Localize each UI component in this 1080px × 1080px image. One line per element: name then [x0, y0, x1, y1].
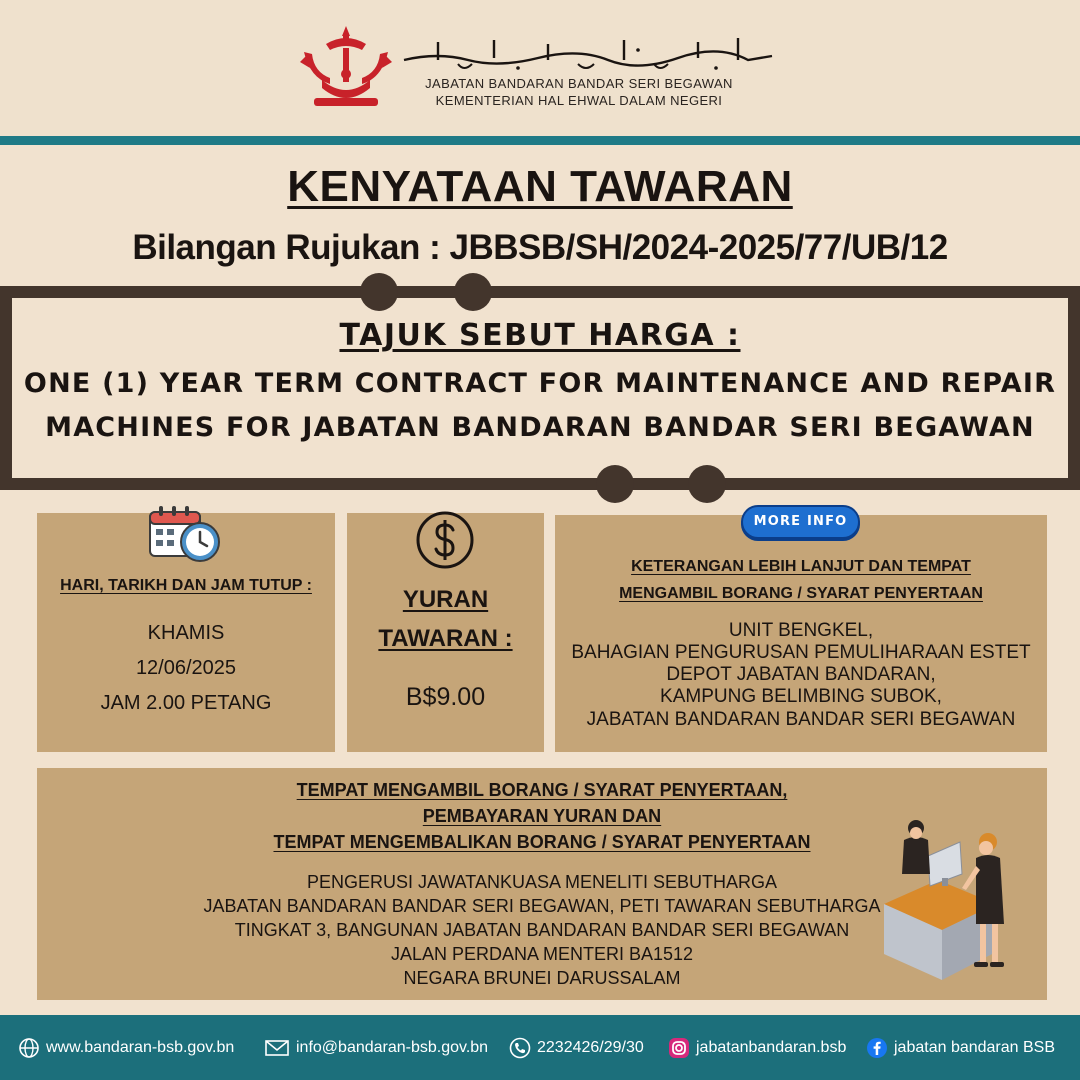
- closing-date: 12/06/2025: [135, 657, 237, 679]
- quotation-heading: TAJUK SEBUT HARGA :: [339, 318, 741, 353]
- fee-heading-line-1: YURAN: [402, 586, 489, 613]
- frame-dot: [688, 465, 726, 503]
- phone-icon: [509, 1037, 531, 1059]
- info-address-line: BAHAGIAN PENGURUSAN PEMULIHARAAN ESTET: [571, 642, 1031, 663]
- fee-heading-line-2: TAWARAN :: [378, 625, 513, 652]
- info-address-line: DEPOT JABATAN BANDARAN,: [666, 664, 936, 685]
- fee-amount: B$9.00: [405, 683, 486, 711]
- org-name-line-1: JABATAN BANDARAN BANDAR SERI BEGAWAN: [425, 76, 733, 91]
- frame-dot: [360, 273, 398, 311]
- reference-number: Bilangan Rujukan : JBBSB/SH/2024-2025/77/UB/12: [132, 228, 948, 267]
- crest-logo: [296, 22, 396, 114]
- info-address-line: KAMPUNG BELIMBING SUBOK,: [660, 686, 942, 707]
- reception-desk-illustration: [876, 812, 1016, 984]
- info-heading-line-2: MENGAMBIL BORANG / SYARAT PENYERTAAN: [619, 585, 983, 602]
- page-title: KENYATAAN TAWARAN: [287, 162, 793, 211]
- website-text: www.bandaran-bsb.gov.bn: [46, 1039, 235, 1056]
- footer-email[interactable]: [264, 1036, 488, 1060]
- submission-address-line: NEGARA BRUNEI DARUSSALAM: [403, 968, 681, 988]
- facebook-text: jabatan bandaran BSB: [894, 1039, 1056, 1056]
- footer-phone[interactable]: [509, 1036, 644, 1060]
- submission-address-line: PENGERUSI JAWATANKUASA MENELITI SEBUTHARGA: [306, 872, 778, 892]
- footer-facebook[interactable]: [866, 1036, 1055, 1060]
- email-text: info@bandaran-bsb.gov.bn: [296, 1039, 489, 1056]
- submission-heading-line: TEMPAT MENGEMBALIKAN BORANG / SYARAT PENYERTAAN: [273, 832, 811, 852]
- quotation-title-line-2: MACHINES FOR JABATAN BANDARAN BANDAR SERI BEGAWAN: [45, 412, 1035, 443]
- submission-address-line: JALAN PERDANA MENTERI BA1512: [390, 944, 694, 964]
- submission-heading-line: PEMBAYARAN YURAN DAN: [422, 806, 662, 826]
- phone-text: 2232426/29/30: [537, 1039, 644, 1056]
- footer-instagram[interactable]: [668, 1036, 846, 1060]
- closing-day: KHAMIS: [147, 622, 225, 644]
- org-name-line-2: KEMENTERIAN HAL EHWAL DALAM NEGERI: [435, 93, 723, 108]
- frame-dot: [454, 273, 492, 311]
- facebook-icon: [866, 1037, 888, 1059]
- submission-address-line: TINGKAT 3, BANGUNAN JABATAN BANDARAN BANDAR SERI BEGAWAN: [234, 920, 850, 940]
- globe-icon: [18, 1037, 40, 1059]
- submission-heading-line: TEMPAT MENGAMBIL BORANG / SYARAT PENYERTAAN,: [296, 780, 788, 800]
- closing-heading: HARI, TARIKH DAN JAM TUTUP :: [60, 577, 312, 594]
- divider-band: [0, 136, 1080, 145]
- info-address-line: UNIT BENGKEL,: [728, 620, 874, 641]
- closing-time: JAM 2.00 PETANG: [100, 692, 272, 714]
- quotation-title-line-1: ONE (1) YEAR TERM CONTRACT FOR MAINTENANCE AND REPAIR: [23, 368, 1057, 399]
- instagram-icon: [668, 1037, 690, 1059]
- info-address-line: JABATAN BANDARAN BANDAR SERI BEGAWAN: [586, 709, 1016, 730]
- more-info-button[interactable]: MORE INFO: [741, 505, 860, 539]
- mail-icon: [264, 1038, 290, 1058]
- instagram-text: jabatanbandaran.bsb: [696, 1039, 847, 1056]
- submission-address-line: JABATAN BANDARAN BANDAR SERI BEGAWAN, PETI TAWARAN SEBUTHARGA: [203, 896, 881, 916]
- jawi-wordmark: [398, 30, 778, 74]
- info-heading-line-1: KETERANGAN LEBIH LANJUT DAN TEMPAT: [631, 558, 971, 575]
- frame-dot: [596, 465, 634, 503]
- footer-website[interactable]: [18, 1036, 234, 1060]
- calendar-clock-icon: [148, 504, 224, 564]
- dollar-icon: [415, 510, 475, 570]
